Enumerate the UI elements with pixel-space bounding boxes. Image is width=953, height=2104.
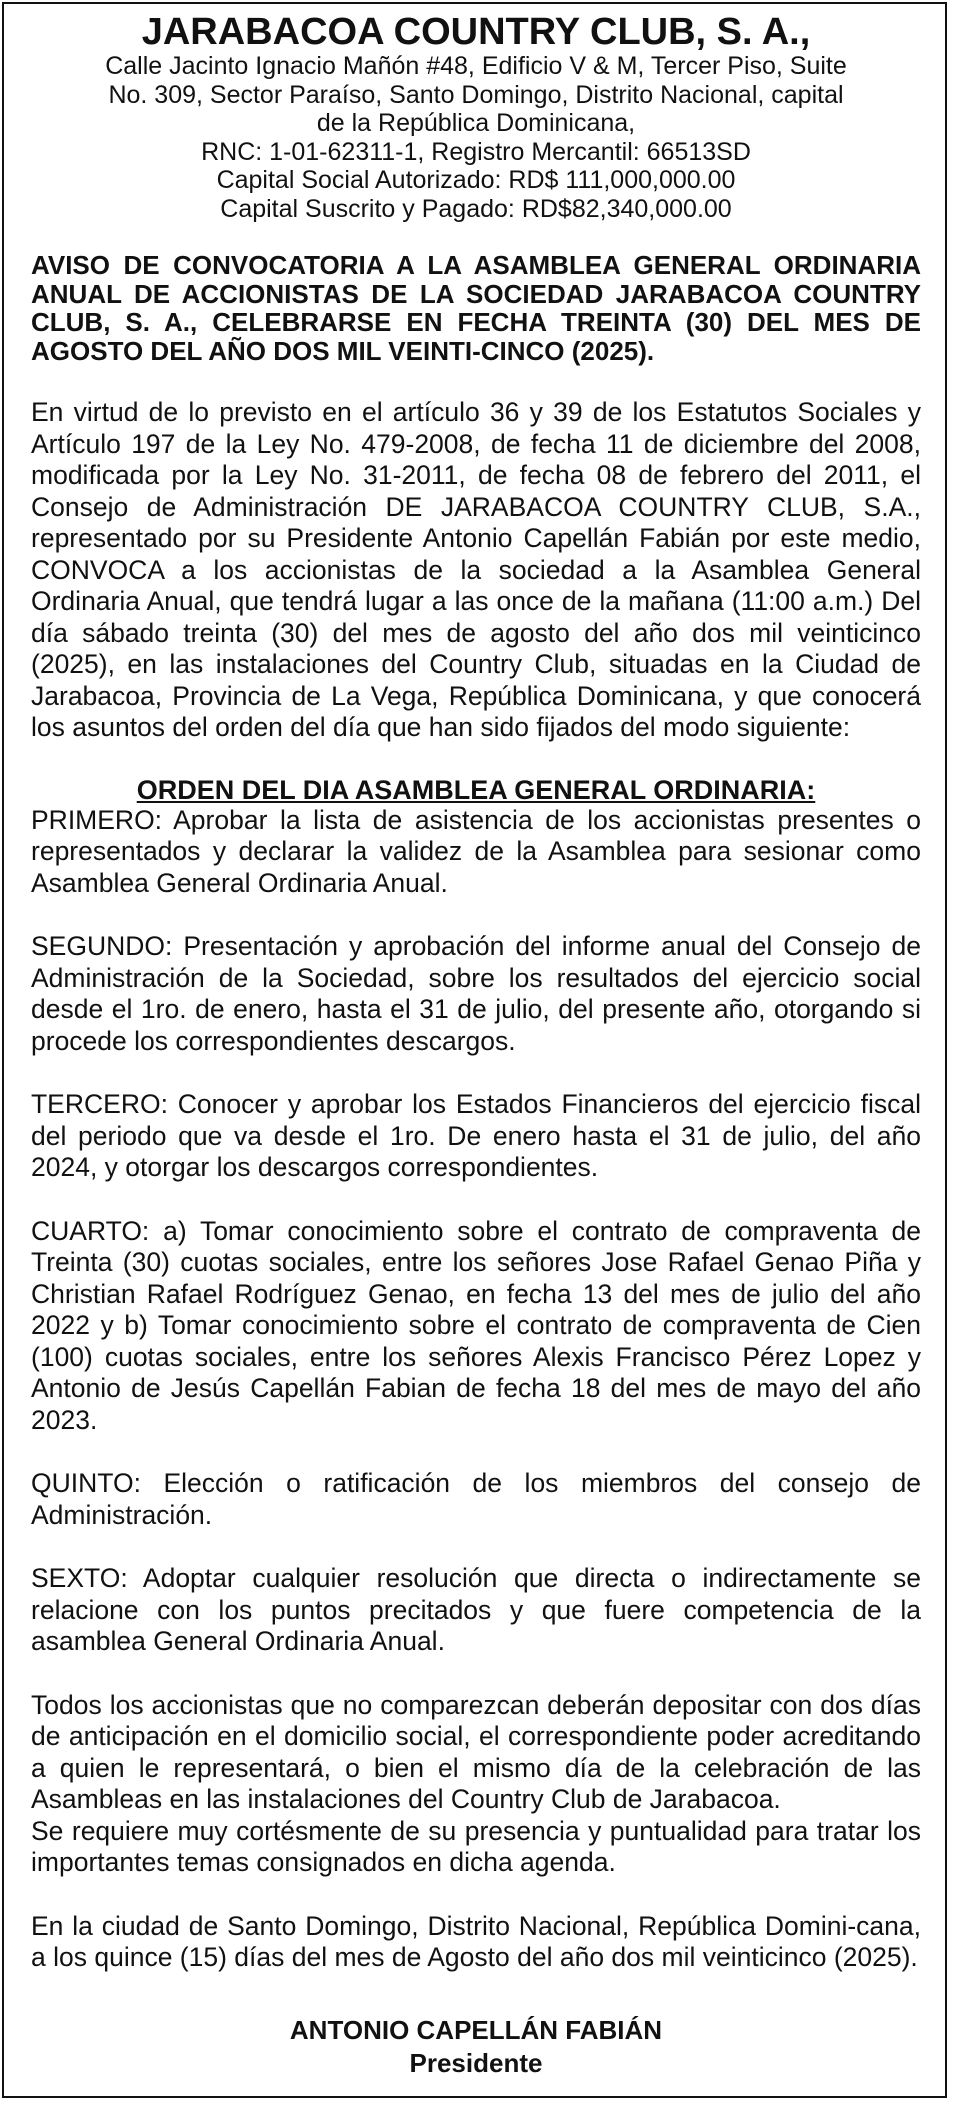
notice-title: AVISO DE CONVOCATORIA A LA ASAMBLEA GENERAL ORDINARIA ANUAL DE ACCIONISTAS DE LA SOCIEDAD JARABACOA COUNTRY CLUB, S. A., CELEBRARSE EN FECHA TREINTA (30) DEL MES DE AGOSTO DEL AÑO DOS MIL VEINTI-CINCO (2025).	[31, 250, 921, 366]
address-line: No. 309, Sector Paraíso, Santo Domingo, Distrito Nacional, capital	[108, 80, 844, 109]
agenda-heading: ORDEN DEL DIA ASAMBLEA GENERAL ORDINARIA:	[136, 774, 816, 805]
intro-paragraph: En virtud de lo previsto en el artículo 36 y 39 de los Estatutos Sociales y Artículo 197 de la Ley No. 479-2008, de fecha 11 de diciembre del 2008, modificada por la Ley No. 31-2011, de fecha 08 de febrero del 2011, el Consejo de Administración DE JARABACOA COUNTRY CLUB, S.A., representado por su Presidente Antonio Capellán Fabián por este medio, CONVOCA a los accionistas de la sociedad a la Asamblea General Ordinaria Anual, que tendrá lugar a las once de la mañana (11:00 a.m.) Del día sábado treinta (30) del mes de agosto del año dos mil veinticinco (2025), en las instalaciones del Country Club, situadas en la Ciudad de Jarabacoa, Provincia de La Vega, República Dominicana, y que conocerá los asuntos del orden del día que han sido fijados del modo siguiente:	[31, 397, 921, 742]
company-header	[31, 52, 921, 223]
address-line: de la República Dominicana,	[316, 109, 636, 137]
signatory-name: ANTONIO CAPELLÁN FABIÁN	[289, 2014, 663, 2045]
notice-content	[31, 10, 921, 2080]
signature-block	[31, 2014, 921, 2080]
capital-paid-line: Capital Suscrito y Pagado: RD$82,340,000.00	[220, 194, 732, 223]
signatory-title: Presidente	[409, 2047, 543, 2078]
agenda-item-segundo: SEGUNDO: Presentación y aprobación del informe anual del Consejo de Administración de la Sociedad, sobre los resultados del ejercicio social desde el 1ro. de enero, hasta el 31 de julio, del presente año, otorgando si procede los correspondientes descargos.	[31, 931, 921, 1056]
company-name: JARABACOA COUNTRY CLUB, S. A.,	[141, 11, 811, 53]
agenda-item-quinto: QUINTO: Elección o ratificación de los miembros del consejo de Administración.	[31, 1468, 921, 1530]
place-date-paragraph: En la ciudad de Santo Domingo, Distrito Nacional, República Domini-cana, a los quince (15) días del mes de Agosto del año dos mil veinticinco (2025).	[31, 1910, 921, 1972]
agenda-item-primero: PRIMERO: Aprobar la lista de asistencia de los accionistas presentes o representados y declarar la validez de la Asamblea para sesionar como Asamblea General Ordinaria Anual.	[31, 804, 921, 898]
rnc-line: RNC: 1-01-62311-1, Registro Mercantil: 66513SD	[201, 137, 751, 166]
address-line: Calle Jacinto Ignacio Mañón #48, Edificio V & M, Tercer Piso, Suite	[105, 52, 847, 80]
agenda-item-cuarto: CUARTO: a) Tomar conocimiento sobre el contrato de compraventa de Treinta (30) cuotas sociales, entre los señores Jose Rafael Genao Piña y Christian Rafael Rodríguez Genao, en fecha 13 del mes de julio del año 2022 y b) Tomar conocimiento sobre el contrato de compraventa de Cien (100) cuotas sociales, entre los señores Alexis Francisco Pérez Lopez y Antonio de Jesús Capellán Fabian de fecha 18 del mes de mayo del año 2023.	[31, 1215, 921, 1435]
agenda-item-sexto: SEXTO: Adoptar cualquier resolución que directa o indirectamente se relacione con los puntos precitados y que fuere competencia de la asamblea General Ordinaria Anual.	[31, 1563, 921, 1656]
proxy-paragraph: Todos los accionistas que no comparezcan deberán depositar con dos días de anticipación en el domicilio social, el correspondiente poder acreditando a quien le representará, o bien el mismo día de la celebración de las Asambleas en las instalaciones del Country Club de Jarabacoa.	[31, 1689, 921, 1814]
request-paragraph: Se requiere muy cortésmente de su presencia y puntualidad para tratar los importantes temas consignados en dicha agenda.	[31, 1815, 921, 1877]
capital-authorized-line: Capital Social Autorizado: RD$ 111,000,000.00	[216, 166, 736, 194]
agenda-item-tercero: TERCERO: Conocer y aprobar los Estados Financieros del ejercicio fiscal del periodo que va desde el 1ro. De enero hasta el 31 de julio, del año 2024, y otorgar los descargos correspondientes.	[31, 1089, 921, 1182]
